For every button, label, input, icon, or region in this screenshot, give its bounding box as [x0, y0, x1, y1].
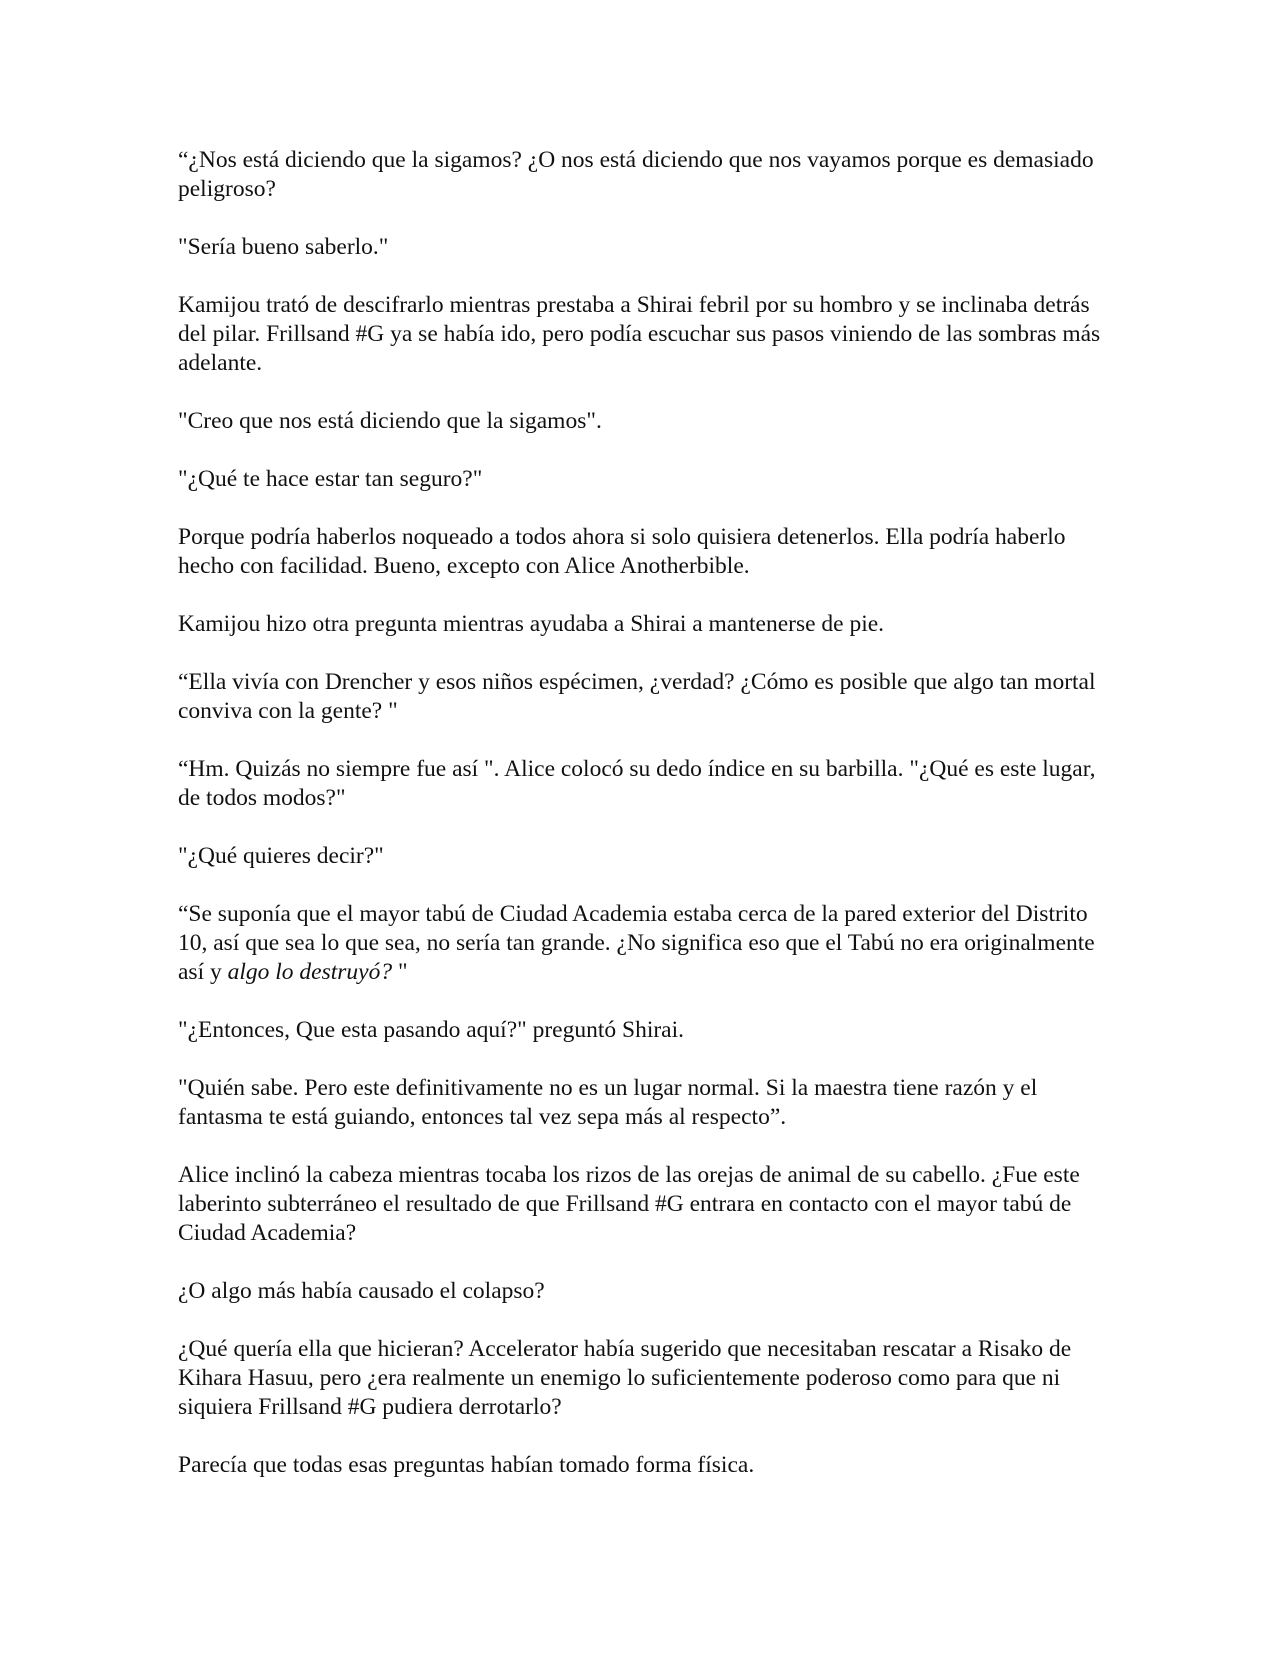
paragraph: Kamijou hizo otra pregunta mientras ayudaba a Shirai a mantenerse de pie.: [178, 611, 885, 637]
paragraph: Alice inclinó la cabeza mientras tocaba los rizos de las orejas de animal de su cabello. ¿Fue este laberinto subterráneo el resultado de que Frillsand #G entrara en contacto con el mayor tabú de Ciudad Academia?: [178, 1162, 1080, 1246]
paragraph: "Quién sabe. Pero este definitivamente no es un lugar normal. Si la maestra tiene razón y el fantasma te está guiando, entonces tal vez sepa más al respecto”.: [178, 1075, 1038, 1130]
paragraph-text: “Se suponía que el mayor tabú de Ciudad Academia estaba cerca de la pared exterior del Distrito 10, así que sea lo que sea, no sería tan grande. ¿No significa eso que el Tabú no era originalmente así y: [178, 901, 1095, 985]
paragraph: “Hm. Quizás no siempre fue así ". Alice colocó su dedo índice en su barbilla. "¿Qué es este lugar, de todos modos?": [178, 756, 1096, 811]
paragraph: ¿O algo más había causado el colapso?: [178, 1278, 545, 1304]
paragraph: “¿Nos está diciendo que la sigamos? ¿O nos está diciendo que nos vayamos porque es demasiado peligroso?: [178, 147, 1094, 202]
paragraph: "¿Qué quieres decir?": [178, 843, 384, 869]
paragraph: "¿Entonces, Que esta pasando aquí?" preguntó Shirai.: [178, 1017, 685, 1043]
paragraph: "Sería bueno saberlo.": [178, 234, 389, 260]
italic-text: algo lo destruyó?: [227, 959, 393, 985]
document-body: [178, 146, 1108, 1480]
paragraph: Parecía que todas esas preguntas habían tomado forma física.: [178, 1452, 755, 1478]
paragraph-text: ": [392, 959, 408, 985]
paragraph: Kamijou trató de descifrarlo mientras prestaba a Shirai febril por su hombro y se inclinaba detrás del pilar. Frillsand #G ya se había ido, pero podía escuchar sus pasos viniendo de las sombras más adelante.: [178, 292, 1101, 376]
paragraph: Porque podría haberlos noqueado a todos ahora si solo quisiera detenerlos. Ella podría haberlo hecho con facilidad. Bueno, excepto con Alice Anotherbible.: [178, 524, 1066, 579]
paragraph: ¿Qué quería ella que hicieran? Accelerator había sugerido que necesitaban rescatar a Risako de Kihara Hasuu, pero ¿era realmente un enemigo lo suficientemente poderoso como para que ni siquiera Frillsand #G pudiera derrotarlo?: [178, 1336, 1072, 1420]
paragraph: "Creo que nos está diciendo que la sigamos".: [178, 408, 602, 434]
paragraph: [178, 900, 1108, 987]
paragraph: “Ella vivía con Drencher y esos niños espécimen, ¿verdad? ¿Cómo es posible que algo tan mortal conviva con la gente? ": [178, 669, 1096, 724]
paragraph: "¿Qué te hace estar tan seguro?": [178, 466, 483, 492]
